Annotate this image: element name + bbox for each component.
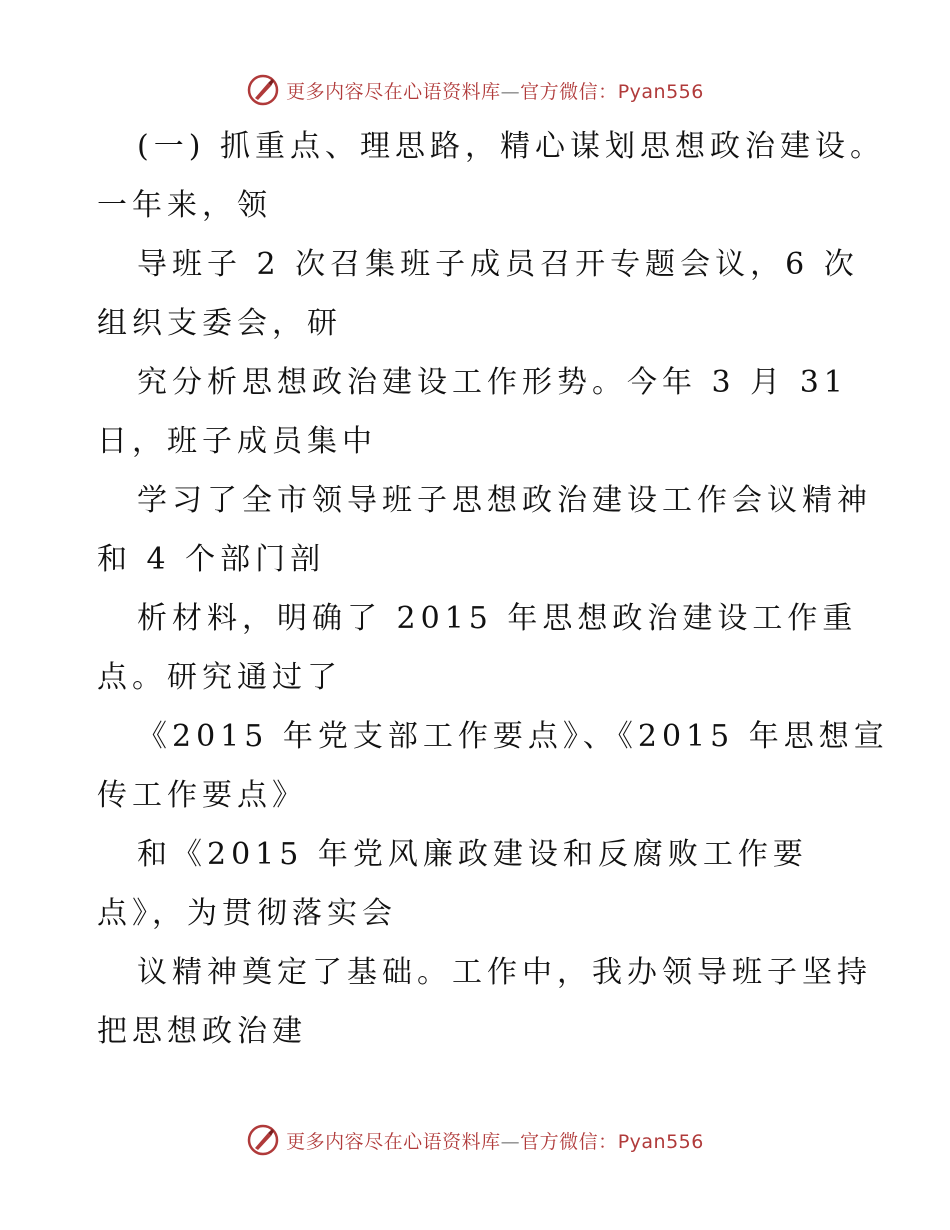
watermark-text: 更多内容尽在心语资料库 <box>286 80 501 103</box>
body-line: 和《2015 年党风廉政建设和反腐败工作要 <box>137 837 808 872</box>
body-line: (一) 抓重点、理思路，精心谋划思想政治建设。 <box>137 129 885 164</box>
watermark-text: 更多内容尽在心语资料库 <box>286 1130 501 1153</box>
watermark-wechat-label: 官方微信： <box>520 1130 618 1153</box>
watermark-wechat-id: Pyan556 <box>617 1130 704 1153</box>
body-line: 导班子 2 次召集班子成员召开专题会议，6 次 <box>137 247 859 282</box>
body-line: 析材料，明确了 2015 年思想政治建设工作重 <box>137 601 858 636</box>
body-line: 《2015 年党支部工作要点》、《2015 年思想宣 <box>137 719 889 754</box>
body-line: 传工作要点》 <box>97 778 307 813</box>
body-line: 和 4 个部门剖 <box>97 542 326 577</box>
watermark-separator: — <box>500 1130 521 1153</box>
body-line: 日，班子成员集中 <box>97 424 377 459</box>
body-line: 一年来，领 <box>97 188 272 223</box>
body-line: 学习了全市领导班子思想政治建设工作会议精神 <box>137 483 872 518</box>
watermark-wechat-label: 官方微信： <box>520 80 618 103</box>
header-watermark <box>0 70 950 110</box>
body-line: 究分析思想政治建设工作形势。今年 3 月 31 <box>137 365 848 400</box>
body-line: 点。研究通过了 <box>97 660 342 695</box>
body-line: 议精神奠定了基础。工作中，我办领导班子坚持 <box>137 955 872 990</box>
watermark-separator: — <box>500 80 521 103</box>
body-line: 组织支委会，研 <box>97 306 342 341</box>
pen-logo-icon <box>246 73 280 107</box>
body-line: 点》，为贯彻落实会 <box>97 896 397 931</box>
watermark-wechat-id: Pyan556 <box>617 80 704 103</box>
footer-watermark <box>0 1120 950 1160</box>
body-line: 把思想政治建 <box>97 1014 307 1049</box>
pen-logo-icon <box>246 1123 280 1157</box>
